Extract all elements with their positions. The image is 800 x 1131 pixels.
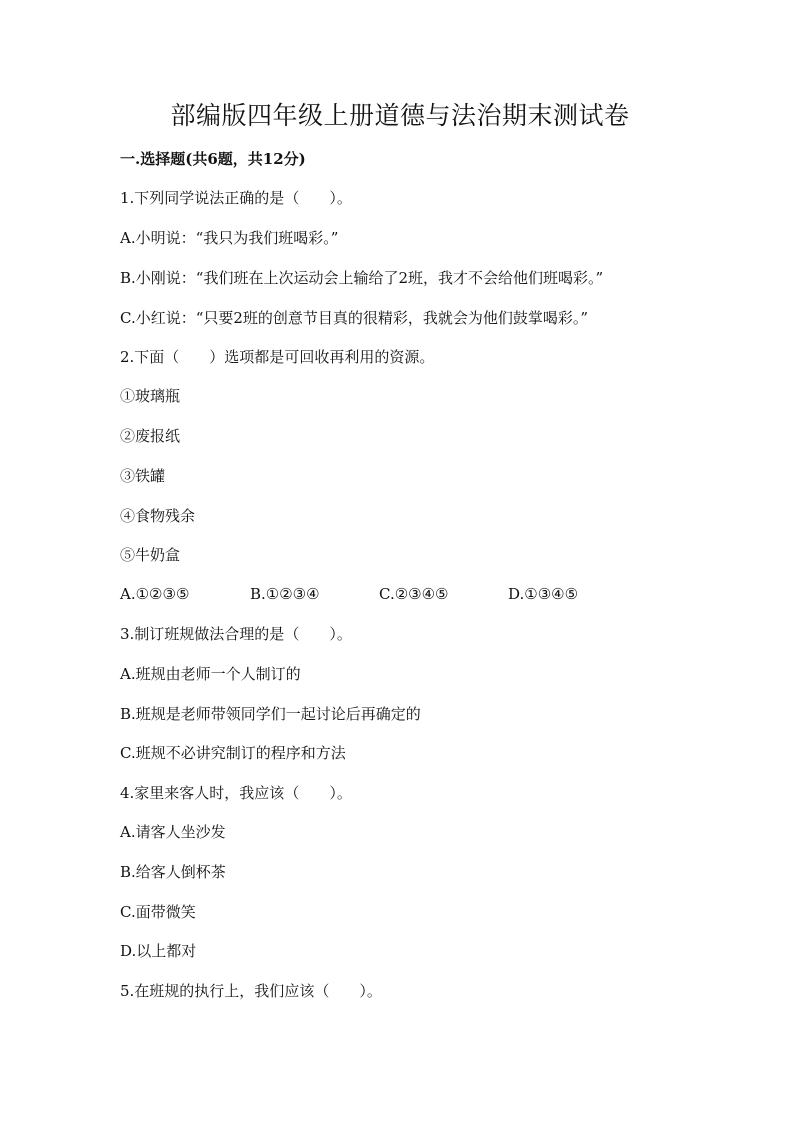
exam-title: 部编版四年级上册道德与法治期末测试卷 — [170, 101, 630, 130]
question-2-item-2: ②废报纸 — [120, 427, 181, 445]
question-1-option-b: B.小刚说：“我们班在上次运动会上输给了2班，我才不会给他们班喝彩。” — [120, 269, 604, 287]
question-1-stem: 1.下列同学说法正确的是（ ）。 — [120, 189, 352, 207]
question-3-option-c: C.班规不必讲究制订的程序和方法 — [120, 744, 346, 762]
question-4-option-a: A.请客人坐沙发 — [120, 823, 226, 841]
question-2-item-3: ③铁罐 — [120, 467, 166, 485]
question-4-option-d: D.以上都对 — [120, 942, 197, 960]
question-3-stem: 3.制订班规做法合理的是（ ）。 — [120, 625, 352, 643]
question-4-stem: 4.家里来客人时，我应该（ ）。 — [120, 784, 352, 802]
question-2-option-b: B.①②③④ — [250, 585, 320, 603]
question-4-option-b: B.给客人倒杯茶 — [120, 863, 226, 881]
question-3-option-a: A.班规由老师一个人制订的 — [120, 665, 301, 683]
question-2-option-c: C.②③④⑤ — [379, 585, 449, 603]
question-2-option-a: A.①②③⑤ — [120, 585, 190, 603]
question-5-stem: 5.在班规的执行上，我们应该（ ）。 — [120, 982, 382, 1000]
question-3-option-b: B.班规是老师带领同学们一起讨论后再确定的 — [120, 705, 421, 723]
question-2-item-5: ⑤牛奶盒 — [120, 546, 181, 564]
question-4-option-c: C.面带微笑 — [120, 903, 196, 921]
section-header: 一.选择题(共6题，共12分) — [120, 150, 306, 168]
question-2-item-4: ④食物残余 — [120, 507, 196, 525]
question-2-stem: 2.下面（ ）选项都是可回收再利用的资源。 — [120, 348, 435, 366]
question-1-option-c: C.小红说：“只要2班的创意节目真的很精彩，我就会为他们鼓掌喝彩。” — [120, 309, 589, 327]
question-2-option-d: D.①③④⑤ — [508, 585, 579, 603]
question-2-item-1: ①玻璃瓶 — [120, 387, 181, 405]
question-1-option-a: A.小明说：“我只为我们班喝彩。” — [120, 229, 339, 247]
